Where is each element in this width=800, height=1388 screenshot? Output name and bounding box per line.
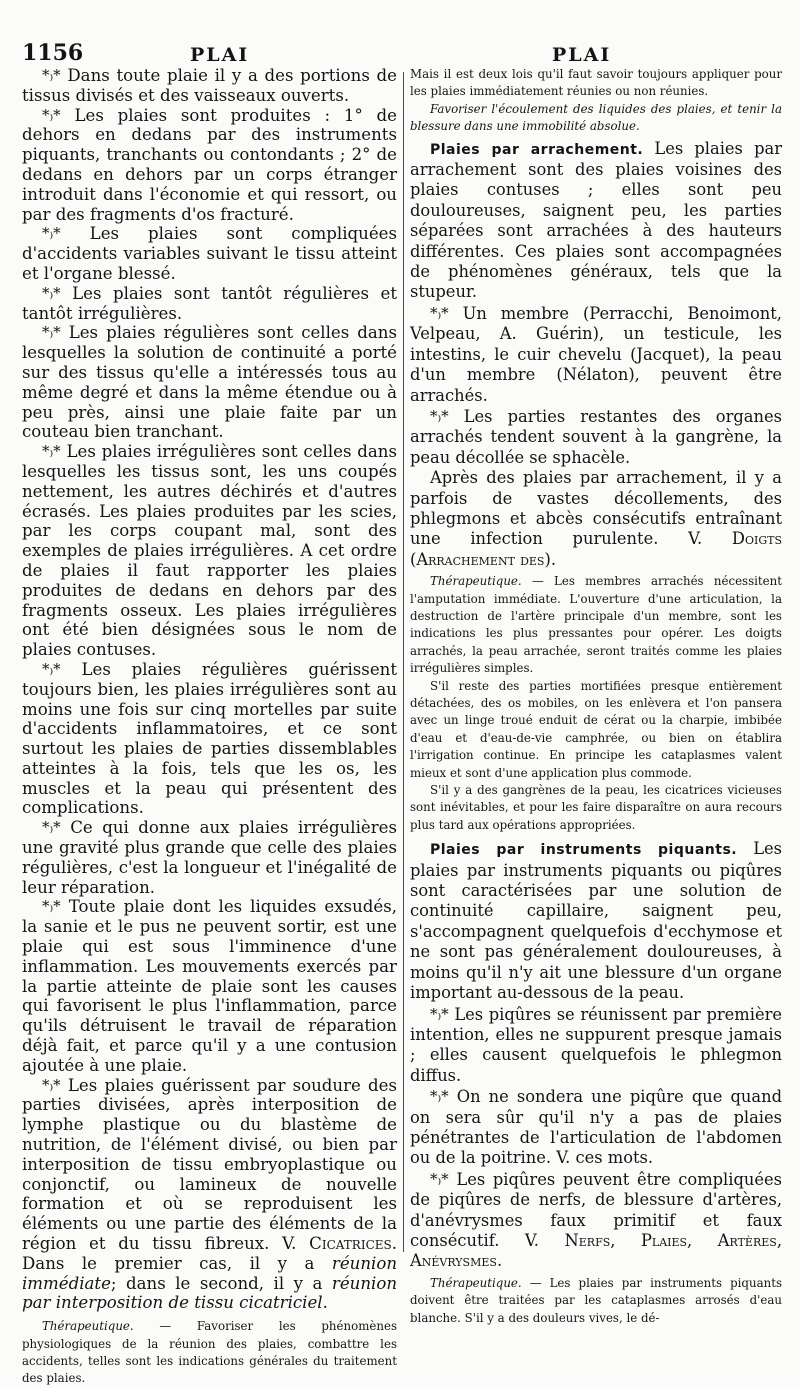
asterism-icon: *₎* [430, 1004, 449, 1023]
paragraph: *₎* Les plaies sont tantôt régulières et tantôt irrégulières. [22, 283, 397, 323]
asterism-icon: *₎* [42, 659, 61, 678]
asterism-icon: *₎* [42, 1075, 61, 1094]
paragraph: *₎* Les plaies sont produites : 1° de dehors en dedans par des instruments piquants, tranchants ou contondants ; 2° de dedans en dehors par un corps étranger introduit dans l'économie et qui ressort, ou par des fragments d'os fracturé. [22, 105, 397, 224]
paragraph: *₎* Les piqûres se réunissent par première intention, elles ne suppurent presque jamais ; elles causent quelquefois le phlegmon diffus. [410, 1004, 782, 1085]
asterism-icon: *₎* [430, 406, 449, 425]
paragraph: *₎* Les piqûres peuvent être compliquées de piqûres de nerfs, de blessure d'artères, d'anévrysmes faux primitif et faux consécutif. V. Nerfs, Plaies, Artères, Anévrysmes. [410, 1169, 782, 1271]
running-head-right: PLAI [552, 44, 612, 66]
paragraph: S'il y a des gangrènes de la peau, les cicatrices vicieuses sont inévitables, et pour les faire disparaître on aura recours plus tard aux opérations appropriées. [410, 783, 782, 832]
asterism-icon: *₎* [42, 323, 61, 342]
paragraph: Favoriser l'écoulement des liquides des plaies, et tenir la blessure dans une immobilité absolue. [410, 101, 782, 134]
section-plaies-arrachement: Plaies par arrachement. Les plaies par arrachement sont des plaies voisines des plaies contuses ; elles sont peu douloureuses, saignent peu, les parties séparées sont arrachées à des hauteurs différentes. Ces plaies sont accompagnées de phénomènes généraux, tels que la stupeur. [410, 138, 782, 302]
section-plaies-instruments-piquants: Plaies par instruments piquants. Les plaies par instruments piquants ou piqûres sont caractérisées par une solution de continuité capillaire, saignent peu, s'accompagnent quelquefois d'ecchymose et ne sont pas généralement douloureuses, à moins qu'il n'y ait une blessure d'un organe important au-dessous de la peau. [410, 839, 782, 1003]
running-head-left: PLAI [190, 44, 250, 66]
asterism-icon: *₎* [42, 66, 61, 84]
asterism-icon: *₎* [42, 224, 61, 243]
cross-reference: Nerfs, Plaies, Artères, Anévrysmes [410, 1230, 782, 1271]
paragraph: *₎* Les plaies régulières guérissent toujours bien, les plaies irrégulières sont au moins une fois sur cinq mortelles par suite d'accidents inflammatoires, et ce sont surtout les plaies de parties dissemblables atteintes à la fois, tels que les os, les muscles et la peau qui présentent des complications. [22, 659, 398, 818]
therapeutique-note: Thérapeutique. — Les membres arrachés nécessitent l'amputation immédiate. L'ouverture d'une articulation, la destruction de l'artère principale d'un membre, sont les indications les plus pressantes pour opérer. Les doigts arrachés, la peau arrachée, seront traités comme les plaies irrégulières simples. [410, 574, 782, 676]
paragraph: *₎* On ne sondera une piqûre que quand on sera sûr qu'il n'y a pas de plaies pénétrantes de l'articulation de l'abdomen ou de la poitrine. V. ces mots. [410, 1087, 782, 1168]
asterism-icon: *₎* [430, 1169, 449, 1188]
therapeutique-note: Thérapeutique. — Les plaies par instruments piquants doivent être traitées par les cataplasmes arrosés d'eau blanche. S'il y a des douleurs vives, le dé- [410, 1275, 783, 1325]
cross-reference: Doigts (Arrachement des) [410, 529, 782, 569]
paragraph: *₎* Dans toute plaie il y a des portions de tissus divisés et des vaisseaux ouverts. [22, 66, 397, 105]
asterism-icon: *₎* [42, 897, 61, 916]
section-heading: Plaies par instruments piquants. [430, 842, 738, 859]
asterism-icon: *₎* [42, 283, 61, 302]
paragraph: Après des plaies par arrachement, il y a parfois de vastes décollements, des phlegmons et abcès consécutifs entraînant une infection purulente. V. Doigts (Arrachement des). [410, 468, 782, 569]
paragraph: *₎* Les plaies irrégulières sont celles dans lesquelles les tissus sont, les uns coupés nettement, les autres déchirés et d'autres écrasés. Les plaies produites par les scies, par les corps coupant mal, sont des exemples de plaies irrégulières. A cet ordre de plaies il faut rapporter les plaies produites de dedans en dehors par des fragments osseux. Les plaies irrégulières ont été bien désignées sous le nom de plaies contuses. [22, 442, 397, 660]
paragraph: *₎* Toute plaie dont les liquides exsudés, la sanie et le pus ne peuvent sortir, est une plaie qui est sous l'imminence d'une inflammation. Les mouvements exercés par la partie atteinte de plaie sont les causes qui favorisent le plus l'inflammation, parce qu'ils détruisent le travail de réparation déjà fait, et parce qu'il y a une contusion ajoutée à une plaie. [22, 897, 397, 1075]
paragraph: *₎* Les plaies régulières sont celles dans lesquelles la solution de continuité a porté sur des tissus qu'elle a intéressés tous au même degré et dans la même étendue ou à peu près, ainsi une plaie faite par un couteau bien tranchant. [22, 323, 397, 442]
asterism-icon: *₎* [42, 105, 61, 124]
section-heading: Plaies par arrachement. [430, 141, 644, 158]
left-column [22, 66, 397, 1388]
right-column [410, 66, 782, 1327]
therapeutique-note: Thérapeutique. — Favoriser les phénomènes physiologiques de la réunion des plaies, combattre les accidents, telles sont les indications générales du traitement des plaies. [22, 1319, 398, 1386]
page-number: 1156 [22, 40, 84, 66]
paragraph: S'il reste des parties mortifiées presque entièrement détachées, des os mobiles, on les enlèvera et l'on pansera avec un linge troué enduit de cérat ou la charpie, imbibée d'eau et d'eau-de-vie camphrée, ou bien on établira l'irrigation continue. En principe les cataplasmes valent mieux et sont d'une application plus commode. [410, 678, 782, 780]
paragraph: *₎* Ce qui donne aux plaies irrégulières une gravité plus grande que celle des plaies régulières, c'est la longueur et l'inégalité de leur réparation. [22, 818, 397, 897]
asterism-icon: *₎* [42, 442, 61, 461]
paragraph: Mais il est deux lois qu'il faut savoir toujours appliquer pour les plaies immédiatement réunies ou non réunies. [410, 67, 782, 99]
paragraph: *₎* Un membre (Perracchi, Benoimont, Velpeau, A. Guérin), un testicule, les intestins, le cuir chevelu (Jacquet), la peau d'un membre (Nélaton), peuvent être arrachés. [410, 303, 782, 405]
paragraph: *₎* Les parties restantes des organes arrachés tendent souvent à la gangrène, la peau décollée se sphacèle. [410, 406, 782, 467]
column-rule [403, 72, 404, 1252]
paragraph: *₎* Les plaies guérissent par soudure des parties divisées, après interposition de lymphe plastique ou du blastème de nutrition, de l'élément divisé, ou bien par interposition de tissu embryoplastique ou conjonctif, ou lamineux de nouvelle formation et où se reproduisent les éléments ou une partie des éléments de la région et du tissu fibreux. V. Cicatrices. Dans le premier cas, il y a réunion immédiate; dans le second, il y a réunion par interposition de tissu cicatriciel. [22, 1075, 398, 1313]
paragraph: *₎* Les plaies sont compliquées d'accidents variables suivant le tissu atteint et l'organe blessé. [22, 224, 397, 283]
asterism-icon: *₎* [430, 303, 449, 322]
asterism-icon: *₎* [430, 1087, 449, 1106]
asterism-icon: *₎* [42, 818, 61, 837]
cross-reference: Cicatrices [309, 1234, 392, 1254]
